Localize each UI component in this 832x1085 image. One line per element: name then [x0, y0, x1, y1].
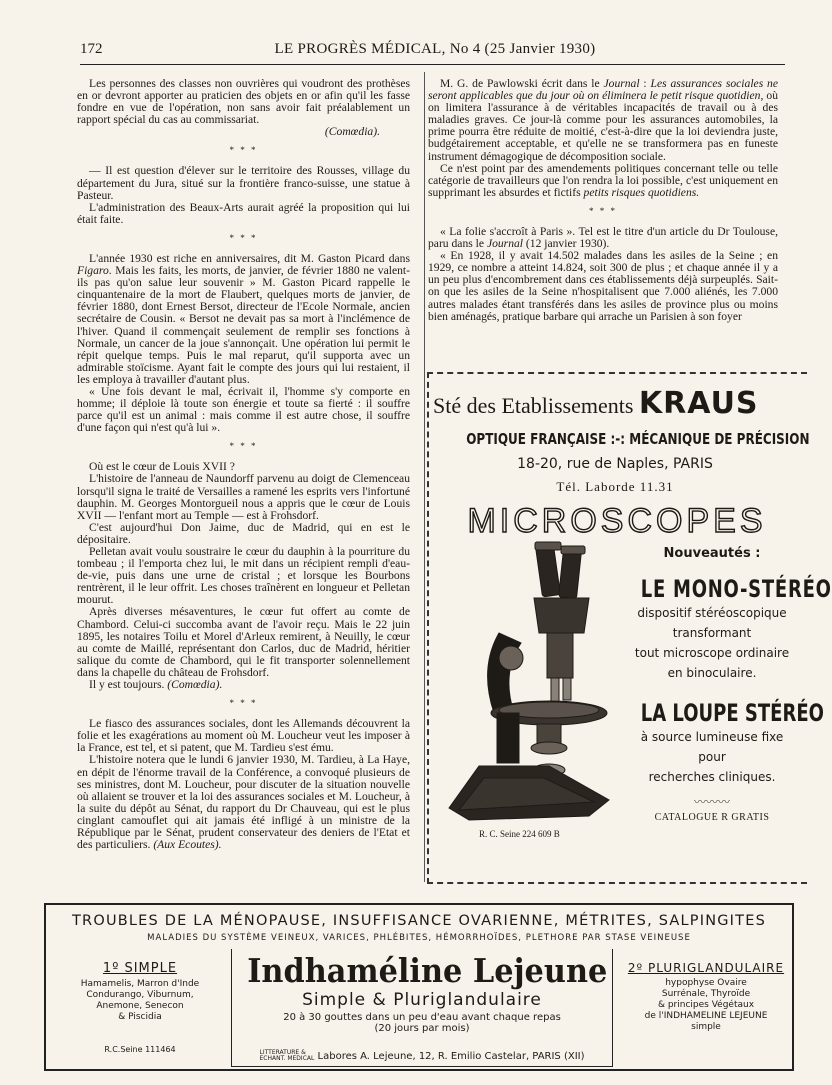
paragraph: L'histoire notera que le lundi 6 janvier 1930, M. Tardieu, à La Haye, en dépit de l'énorme travail de la Conférence, a convoqué plusieurs de ses ministres, dont M. Loucheur, pour discuter de la situation nouvelle où allaient se trouver et la loi des assurances sociales et M. Loucheur, à la suite du dépôt au Sénat, du rapport du Dr Chauveau, qui est le plus cinglant camouflet qui ait jamais été infligé à un ministre de la République par le Sénat, prudent conservateur des deniers de l'Etat et des particuliers. (Aux Ecoutes). [77, 753, 410, 852]
indhameline-brand-name: Indhaméline Lejeune [247, 951, 608, 990]
right-column [428, 78, 778, 323]
page-number: 172 [80, 41, 103, 57]
column-divider [424, 72, 425, 882]
section-heading: Où est le cœur de Louis XVII ? [89, 460, 235, 474]
paragraph: L'administration des Beaux-Arts aurait agréé la proposition qui lui était faite. [77, 200, 410, 226]
kraus-product-loupe-stereo: LA LOUPE STÉRÉO [640, 699, 824, 727]
kraus-specialties: OPTIQUE FRANÇAISE :-: MÉCANIQUE DE PRÉCISION [466, 430, 810, 448]
kraus-product1-desc-line: dispositif stéréoscopique [637, 606, 787, 620]
paragraph: Ce n'est point par des amendements politiques concernant telle ou telle catégorie de travailleurs que l'on rendra la loi possible, c'est uniquement en supprimant les absurdes et fictifs petits risques quotidiens. [428, 161, 778, 199]
simple-title: 1º SIMPLE [102, 961, 178, 976]
ingredient-line: Condurango, Viburnum, [86, 990, 194, 1000]
ingredient-line: & Piscidia [118, 1012, 162, 1022]
source-citation: (Comœdia). [324, 125, 380, 139]
indhameline-subheadline: MALADIES DU SYSTÈME VEINEUX, VARICES, PHLÉBITES, HÉMORRHOÏDES, PLETHORE PAR STASE VEINEUSE [147, 933, 691, 943]
indhameline-variants: Simple & Pluriglandulaire [302, 990, 542, 1010]
paragraph: C'est aujourd'hui Don Jaime, duc de Madrid, qui en est le dépositaire. [77, 520, 410, 546]
paragraph: L'histoire de l'anneau de Naundorff parvenu au doigt de Clemenceau lorsqu'il signa le traité de Versailles a ramené les esprits vers l'infortuné dauphin. M. Georges Montorgueil nous a appris que le cœur de Louis XVII — l'enfant mort au Temple — est à Frohsdorf. [77, 472, 410, 522]
section-separator: * * * [229, 232, 258, 243]
kraus-product1-desc-line: en binoculaire. [667, 666, 757, 680]
kraus-advertisement [427, 372, 832, 884]
indhameline-dosage: 20 à 30 gouttes dans un peu d'eau avant chaque repas (20 jours par mois) [283, 1012, 561, 1034]
kraus-product2-desc-line: pour [698, 750, 726, 764]
kraus-company-name: Sté des Etablissements KRAUS [433, 386, 759, 421]
indhameline-simple-box [56, 953, 224, 1054]
indhameline-headline: TROUBLES DE LA MÉNOPAUSE, INSUFFISANCE OVARIENNE, MÉTRITES, SALPINGITES [72, 913, 766, 929]
ingredient-line: & principes Végétaux [657, 1000, 755, 1010]
ingredient-line: de l'INDHAMELINE LEJEUNE [644, 1011, 768, 1021]
kraus-address: 18-20, rue de Naples, PARIS [517, 456, 713, 472]
section-separator: * * * [229, 145, 258, 156]
kraus-product2-desc-line: recherches cliniques. [648, 770, 776, 784]
indhameline-register-number: R.C.Seine 111464 [104, 1045, 176, 1054]
kraus-catalog: CATALOGUE R GRATIS [654, 812, 770, 823]
kraus-product1-desc-line: transformant [672, 626, 752, 640]
kraus-product-mono-stereo: LE MONO-STÉRÉO [640, 575, 832, 603]
kraus-product2-desc-line: à source lumineuse fixe [640, 730, 784, 744]
ingredient-line: hypophyse Ovaire [665, 978, 747, 988]
ingredient-line: Hamamelis, Marron d'Inde [80, 979, 200, 989]
paragraph: Les personnes des classes non ouvrières qui voudront des prothèses en or devront apporter au praticien des objets en or afin qu'il les fasse fondre en vue de l'opération, non sans avoir fait préalablement un rapport spécial du cas au commissariat. [77, 77, 410, 127]
kraus-register-number: R. C. Seine 224 609 B [479, 829, 560, 839]
paragraph: Après diverses mésaventures, le cœur fut offert au comte de Chambord. Celui-ci succomba avant de l'avoir reçu. Mais le 22 juin 1895, les notaires Toilu et Morel d'Arleux remirent, à Neuilly, le cœur au comte de Maillé, représentant don Carlos, duc de Madrid, héritier salique du comte de Chambord, qui le fit transporter solennellement dans la chapelle du château de Frohsdorf. [77, 605, 410, 679]
paragraph: Pelletan avait voulu soustraire le cœur du dauphin à la pourriture du tombeau ; il l'emporta chez lui, le mit dans un récipient rempli d'eau-de-vie, puis dans une urne de cristal ; et lorsque les Bourbons rentrèrent, il le leur offrit. Les choses traînèrent en longueur et Pelletan mourut. [77, 545, 410, 607]
left-column [77, 78, 410, 851]
section-separator: * * * [589, 205, 617, 216]
kraus-product-panel [617, 544, 832, 823]
paragraph: — Il est question d'élever sur le territoire des Rousses, village du département du Jura, situé sur la frontière franco-suisse, une statue à Pasteur. [77, 164, 410, 202]
indhameline-footer: LITTERATURE & ECHANT. MEDICAL Labores A. Lejeune, 12, R. Emilio Castelar, PARIS (XII) [259, 1049, 585, 1062]
indhameline-advertisement [44, 903, 794, 1071]
decorative-wave-divider: 〰〰〰 [693, 795, 730, 809]
section-separator: * * * [229, 698, 258, 709]
paragraph: M. G. de Pawlowski écrit dans le Journal : Les assurances sociales ne seront applicables que du jour où on éliminera le petit risque quotidien, où on limitera l'assurance à de véritables incapacités de travail ou à des maladies graves. Ce jour-là comme pour les assurances automobiles, la prime pourra être réduite de moitié, c'est-à-dire que la loi deviendra juste, budgétairement acceptable, et qu'elle ne se transformera pas en funeste instrument démagogique de décomposition sociale. [428, 77, 778, 163]
paragraph: « Une fois devant le mal, écrivait il, l'homme s'y comporte en homme; il déploie là toute son énergie et toute sa fierté : il souffre parce qu'il est un animal : mais comme il est autre chose, il souffre d'une façon qui n'est qu'à lui ». [77, 384, 410, 435]
ingredient-line: Anemone, Senecon [96, 1001, 184, 1011]
paragraph: « La folie s'accroît à Paris ». Tel est le titre d'un article du Dr Toulouse, paru dans le Journal (12 janvier 1930). [428, 224, 778, 251]
section-separator: * * * [229, 441, 258, 452]
paragraph: L'année 1930 est riche en anniversaires, dit M. Gaston Picard dans Figaro. Mais les faits, les morts, de janvier, de février 1880 ne valent-ils pas qu'on salue leur souvenir » M. Gaston Picard rappelle le cinquantenaire de la mort de Flaubert, quelques morts de janvier, de février 1880, dont Ernest Bersot, directeur de l'Ecole Normale, ancien secrétaire de Cousin. « Bersot ne devait pas sa mort à l'inclémence de l'hiver. Quand il commençait seulement de remplir ses fonctions à Normale, un cancer de la joue s'annonçait. Une opération lui permit le répit quelque temps. Puis le mal reparut, qu'il supporta avec un admirable stoïcisme. Ayant fait le compte des jours qui lui restaient, il les employa à travailler d'autant plus. [77, 251, 410, 386]
kraus-phone: Tél. Laborde 11.31 [556, 479, 674, 494]
journal-title: LE PROGRÈS MÉDICAL, No 4 (25 Janvier 1930) [274, 41, 596, 57]
pluriglandulaire-title: 2º PLURIGLANDULAIRE [627, 961, 785, 975]
header-rule [80, 64, 785, 65]
running-header [80, 41, 790, 61]
paragraph: Il y est toujours. (Comœdia). [89, 678, 223, 692]
kraus-new-label: Nouveautés : [663, 546, 761, 561]
paragraph: « En 1928, il y avait 14.502 malades dans les asiles de la Seine ; en 1929, ce nombre a atteint 14.824, soit 300 de plus ; et chaque année il y a un peu plus d'encombrement dans ces établissements déjà surpeuplés. Sait-on que les asiles de la Seine n'hospitalisent que 7.000 aliénés, les 7.000 autres malades étant transférés dans les asiles de province plus ou moins bien aménagés, pratique barbare qui arrache un Parisien à son foyer [428, 249, 778, 323]
indhameline-brand-panel [231, 949, 613, 1067]
ingredient-line: simple [691, 1022, 721, 1032]
paragraph: Le fiasco des assurances sociales, dont les Allemands découvrent la folie et les exagérations au moment où M. Loucheur veut les imposer à la France, est tel, et si patent, que M. Tardieu s'est ému. [77, 717, 410, 755]
kraus-product1-desc-line: tout microscope ordinaire [634, 646, 790, 660]
microscope-illustration [439, 538, 615, 826]
indhameline-pluriglandulaire-box [626, 953, 786, 1033]
ingredient-line: Surrénale, Thyroïde [661, 989, 751, 999]
kraus-headline: MICROSCOPES [467, 502, 767, 540]
